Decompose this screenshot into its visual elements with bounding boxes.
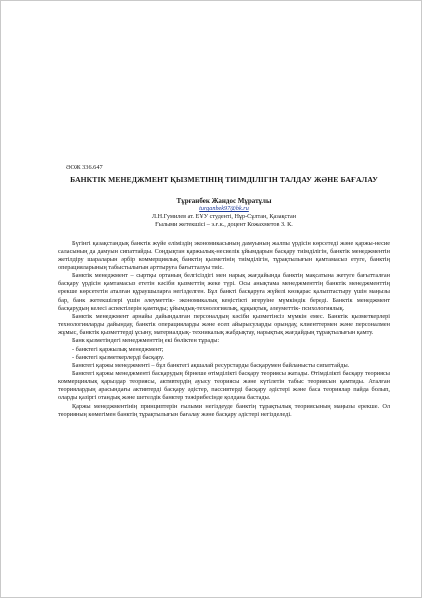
list-item-financial: - банктегі қаржылық менеджмент; (72, 345, 164, 353)
author-affiliation: Л.Н.Гумилев ат. ЕҰУ студенті, Нұр-Сұлтан, Қазақстан (151, 213, 297, 221)
author-email-link[interactable]: turganbek97@bk.ru (199, 205, 249, 213)
paragraph-financial-definition: Банктегі қаржы менеджменті – бұл банктегі ақшалай ресурстарды басқарумен байланысты сипаттайды. (72, 361, 350, 369)
udc-code: ӘОЖ 336.647 (66, 164, 103, 171)
paragraph-stability-theory: Қаржы менеджментінің принциптерін ғылыми негіздеуде банктің тұрақтылық теориясының маңызы ерекше. Ол теорияның көмегімен банктің тұрақтылығын бағалау және басқару әдістері негізделеді. (58, 402, 390, 418)
paragraph-intro: Бүгінгі қазақстандық банктік жүйе еліміздің экономикасының дамуының жалпы үрдісін көрсетеді және қаржы-несие саласының да дамуын сипаттайды. Соңдықтан қаржылық-несиелік ұйымдарын басқару тиімділігін, банктік менеджментін жетілдіру шараларын әрбір коммерциялық банктің қызметінің тиімділігін, тұрақтылығын қамтамасыз етуге, банктің операцияларының табыстылығын арттыруға бағытталуы тиіс. (58, 239, 390, 271)
paper-page (58, 164, 390, 419)
paragraph-parts-intro: Банк қызметіндегі менеджменттің екі бөліктен тұрады: (72, 337, 220, 345)
paragraph-definition: Банктік менеджмент – сыртқы ортаның белгісіздігі мен нарық жағдайында банктің мақсатына жетуге бағытталған басқару үрдісін қамтамасыз ететін кәсіби қызметтің жеке түрі. Осы анықтама менеджменттің банктік менеджменттің ерекше көрсететін аталған құраушыларға негізделген. Бұл банкті басқаруға жүйелі көзқарас қалыптастыру үшін маңызы бар, банк жетекшілері үшін әлеуметтік- экономикалық кеңістікті игеруіне мүмкіндік береді. Банктік менеджмент басқарудың келесі аспектілерін қамтиды; ұйымдық-технологиялық, құқықтық, әлеуметтік- психологиялық. (58, 272, 390, 312)
author-supervisor: Ғылыми жетекшісі – э.ғ.к., доцент Кожахметов З. К. (155, 221, 293, 229)
paper-body (58, 240, 390, 419)
list-item-staff: - банктегі қызметкерлерді басқару. (72, 353, 165, 361)
paragraph-personnel: Банктік менеджмент арнайы дайындалған персоналдың кәсіби қызметінсіз мүмкін емес. Банктік қызметкерлері технологияларды дайындау, банктік операцияларды және есеп айырысуларды орындау, клиенттермен және персоналмен жұмыс, банктік қызметтерді ұсыну, материалдық- техникалық жабдықтау, нарықтық жағдайдың тұрақтылығын қамту. (58, 312, 390, 337)
author-name: Тұрғанбек Жандос Мұратұлы (176, 196, 272, 205)
paragraph-liquidity-theory: Банктегі қаржы менеджменті басқарудың бірнеше өтімділікті басқару теориясы жатады. Өтімділікті басқару теориясы коммерциялық қарыздар теориясы, активтердің ауысу теориясы және күтілетін табыс теориясын қамтиды. Аталған теориялардың арасындағы активтерді басқару әдістер, пассивтерді басқару әдістері және баса теориялар пайда болып, оларды қазіргі отандық және шетелдік банктер тәжірибесінде қолдана бастады. (58, 370, 390, 402)
paper-title: БАНКТІК МЕНЕДЖМЕНТ ҚЫЗМЕТІНІҢ ТИІМДІЛІГІН ТАЛДАУ ЖӘНЕ БАҒАЛАУ (70, 175, 378, 185)
author-block (58, 197, 390, 230)
